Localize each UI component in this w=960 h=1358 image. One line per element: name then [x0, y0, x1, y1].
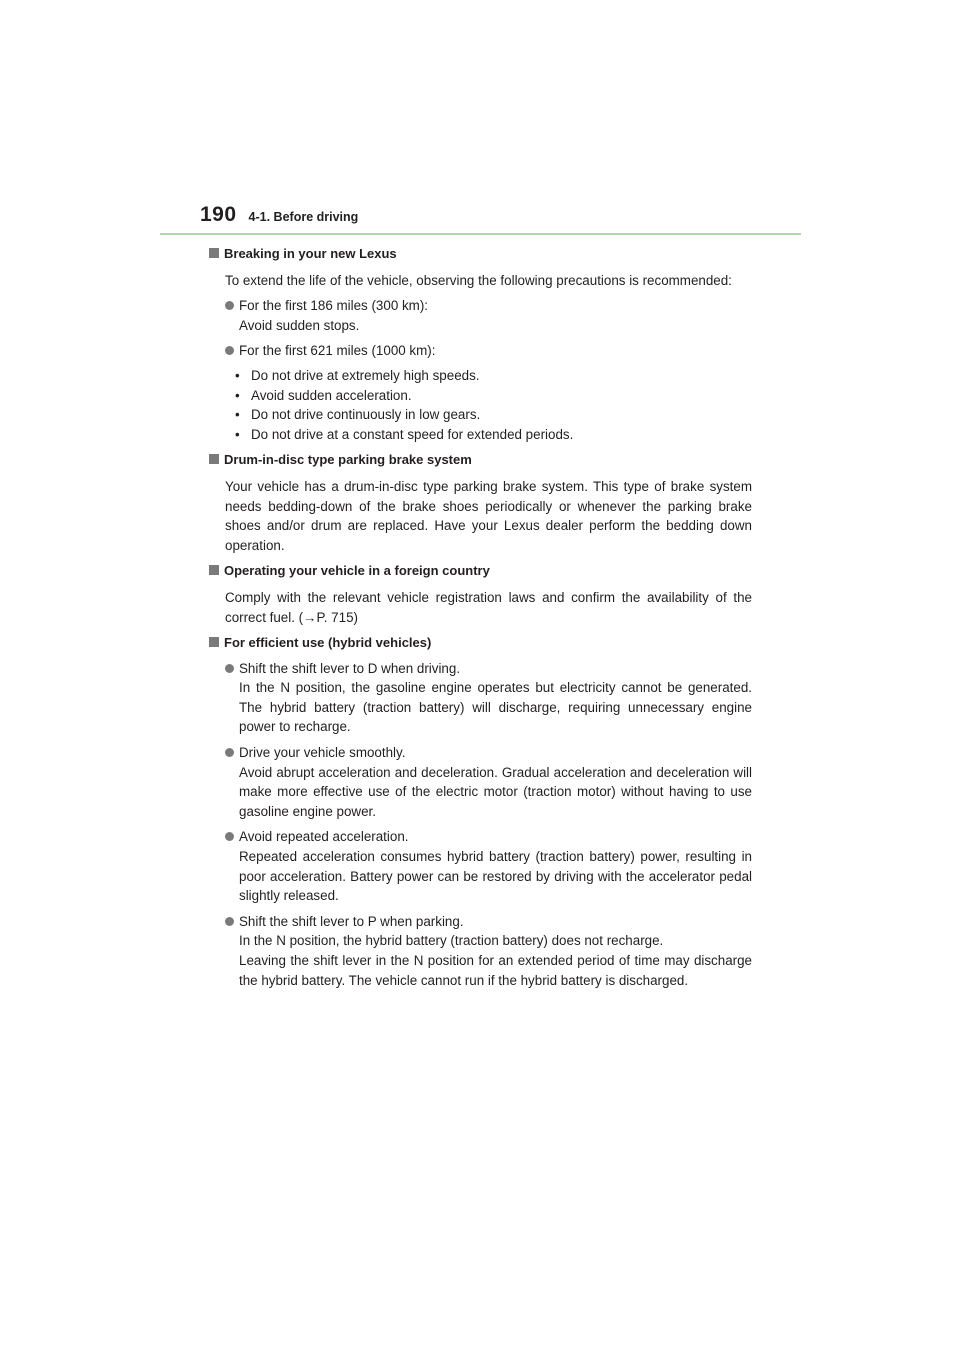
bullet-body: Repeated acceleration consumes hybrid battery (traction battery) power, resulting in poor acceleration. Battery power can be restored by driving with the accelerator pedal slightly released. — [239, 849, 752, 904]
dot-marker: • — [235, 407, 240, 423]
sub-list-item: • Do not drive at extremely high speeds. — [235, 366, 752, 386]
square-bullet-icon — [209, 565, 219, 575]
circle-bullet-icon — [225, 832, 234, 841]
circle-bullet-icon — [225, 346, 234, 355]
bullet-item — [209, 659, 752, 737]
bullet-body: Leaving the shift lever in the N position for an extended period of time may discharge the hybrid battery. The vehicle cannot run if the hybrid battery is discharged. — [239, 953, 752, 988]
section-title: 4-1. Before driving — [248, 210, 359, 224]
square-bullet-icon — [209, 637, 219, 647]
bullet-item — [209, 743, 752, 821]
bullet-body: Avoid abrupt acceleration and deceleration. Gradual acceleration and deceleration will make more effective use of the electric motor (traction motor) without having to use gasoline engine power. — [239, 764, 752, 819]
bullet-title: Drive your vehicle smoothly. — [239, 745, 406, 761]
bullet-body: Avoid sudden stops. — [239, 317, 360, 333]
paragraph: To extend the life of the vehicle, observing the following precautions is recommended: — [225, 272, 732, 288]
heading-text: Breaking in your new Lexus — [224, 246, 397, 261]
bullet-item — [209, 827, 752, 905]
sub-list — [209, 366, 752, 444]
square-bullet-icon — [209, 454, 219, 464]
sub-list-item: • Do not drive at a constant speed for extended periods. — [235, 425, 752, 445]
section-heading — [209, 244, 752, 264]
page-number: 190 — [200, 203, 237, 226]
circle-bullet-icon — [225, 748, 234, 757]
section-heading — [209, 561, 752, 581]
dot-marker: • — [235, 367, 240, 383]
heading-text: Drum-in-disc type parking brake system — [224, 452, 472, 468]
square-bullet-icon — [209, 248, 219, 258]
sub-list-item: • Avoid sudden acceleration. — [235, 386, 752, 406]
dot-marker: • — [235, 387, 240, 403]
circle-bullet-icon — [225, 301, 234, 310]
paragraph: Your vehicle has a drum-in-disc type parking brake system. This type of brake system needs bedding-down of the brake shoes periodically or whenever the parking brake shoes and/or drum are replaced. Have your Lexus dealer perform the bedding down operation. — [225, 478, 752, 553]
bullet-item — [209, 296, 752, 335]
bullet-title: For the first 621 miles (1000 km): — [239, 343, 436, 359]
dot-marker: • — [235, 426, 240, 442]
bullet-body: In the N position, the gasoline engine operates but electricity cannot be generated. The hybrid battery (traction battery) will discharge, requiring unnecessary engine power to recharge. — [239, 680, 752, 735]
bullet-title: Shift the shift lever to D when driving. — [239, 660, 461, 676]
heading-text: Operating your vehicle in a foreign country — [224, 563, 490, 579]
paragraph: Comply with the relevant vehicle registration laws and confirm the availability of the correct fuel. (→P. 715) — [225, 589, 752, 625]
bullet-title: For the first 186 miles (300 km): — [239, 298, 429, 314]
bullet-title: Shift the shift lever to P when parking. — [239, 913, 464, 929]
page-header — [200, 203, 358, 227]
bullet-item — [209, 341, 752, 361]
bullet-title: Avoid repeated acceleration. — [239, 829, 409, 845]
sub-list-item: • Do not drive continuously in low gears. — [235, 405, 752, 425]
bullet-item — [209, 912, 752, 990]
page-content — [209, 244, 752, 990]
header-rule — [160, 233, 801, 235]
circle-bullet-icon — [225, 917, 234, 926]
bullet-body: In the N position, the hybrid battery (traction battery) does not recharge. — [239, 933, 664, 949]
section-heading — [209, 633, 752, 653]
section-heading — [209, 450, 752, 470]
heading-text: For efficient use (hybrid vehicles) — [224, 635, 432, 651]
circle-bullet-icon — [225, 664, 234, 673]
